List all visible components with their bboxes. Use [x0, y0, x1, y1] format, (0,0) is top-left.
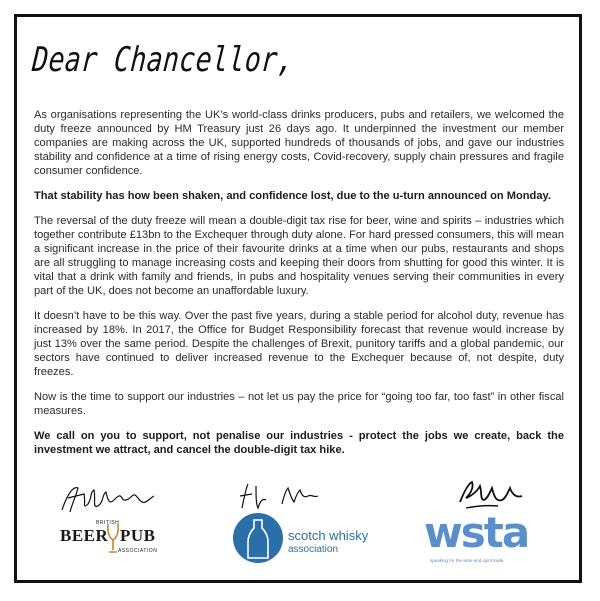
wsta-wordmark: wsta: [424, 508, 529, 557]
swa-bottle-icon: [232, 512, 284, 564]
paragraph-intro: As organisations representing the UK’s world-class drinks producers, pubs and retailers, we welcomed the duty freeze announced by HM Treasury just 26 days ago. It underpinned the investment our member companies are making across the UK, supported hundreds of thousands of jobs, and gave our industries stability and confidence at a time of rising energy costs, Covid-recovery, supply chain pressures and fragile consumer confidence.: [34, 109, 564, 177]
bbpa-word-pub: PUB: [120, 526, 156, 545]
letter-body: [34, 108, 564, 468]
wsta-logo: [420, 508, 560, 574]
swa-signature: [236, 478, 326, 514]
paragraph-stability: That stability has how been shaken, and confidence lost, due to the u-turn announced on Monday.: [34, 190, 551, 202]
swa-logo: [232, 512, 382, 572]
salutation: Dear Chancellor,: [30, 40, 296, 80]
paragraph-reversal: The reversal of the duty freeze will mean a double-digit tax rise for beer, wine and spirits – industries which together contribute £13bn to the Exchequer through duty alone. For hard pressed consumers, this will mean a significant increase in the price of their favourite drinks at a time when our pubs, restaurants and shops are all struggling to manage increasing costs and keeping their doors from shutting for good this winter. It is vital that a drink with family and friends, in pubs and hospitality venues serving their communities in every part of the UK, does not become an unaffordable luxury.: [34, 215, 564, 297]
swa-association: association: [288, 544, 339, 555]
wsta-tagline: speaking for the wine and spirit trade: [430, 558, 504, 563]
bbpa-logo: [60, 518, 180, 578]
paragraph-call: We call on you to support, not penalise our industries - protect the jobs we create, back the investment we attract, and cancel the double-digit tax hike.: [34, 430, 564, 456]
paragraph-revenue: It doesn’t have to be this way. Over the past five years, during a stable period for alcohol duty, revenue has increased by 18%. In 2017, the Office for Budget Responsibility forecast that revenue would increase by just 13% over the same period. Despite the challenges of Brexit, punitory tariffs and a global pandemic, our sectors have continued to deliver increased revenue to the Exchequer because of, not despite, duty freezes.: [34, 310, 564, 378]
bbpa-line1: BRITISH: [96, 520, 120, 526]
bbpa-word-beer: BEER: [60, 526, 109, 545]
paragraph-now: Now is the time to support our industries – not let us pay the price for “going too far, too fast” in other fiscal measures.: [34, 391, 564, 417]
bbpa-line3: ASSOCIATION: [118, 548, 158, 554]
signatures-section: [0, 470, 600, 580]
bbpa-signature: [58, 480, 168, 520]
swa-name: scotch whisky: [288, 528, 369, 543]
